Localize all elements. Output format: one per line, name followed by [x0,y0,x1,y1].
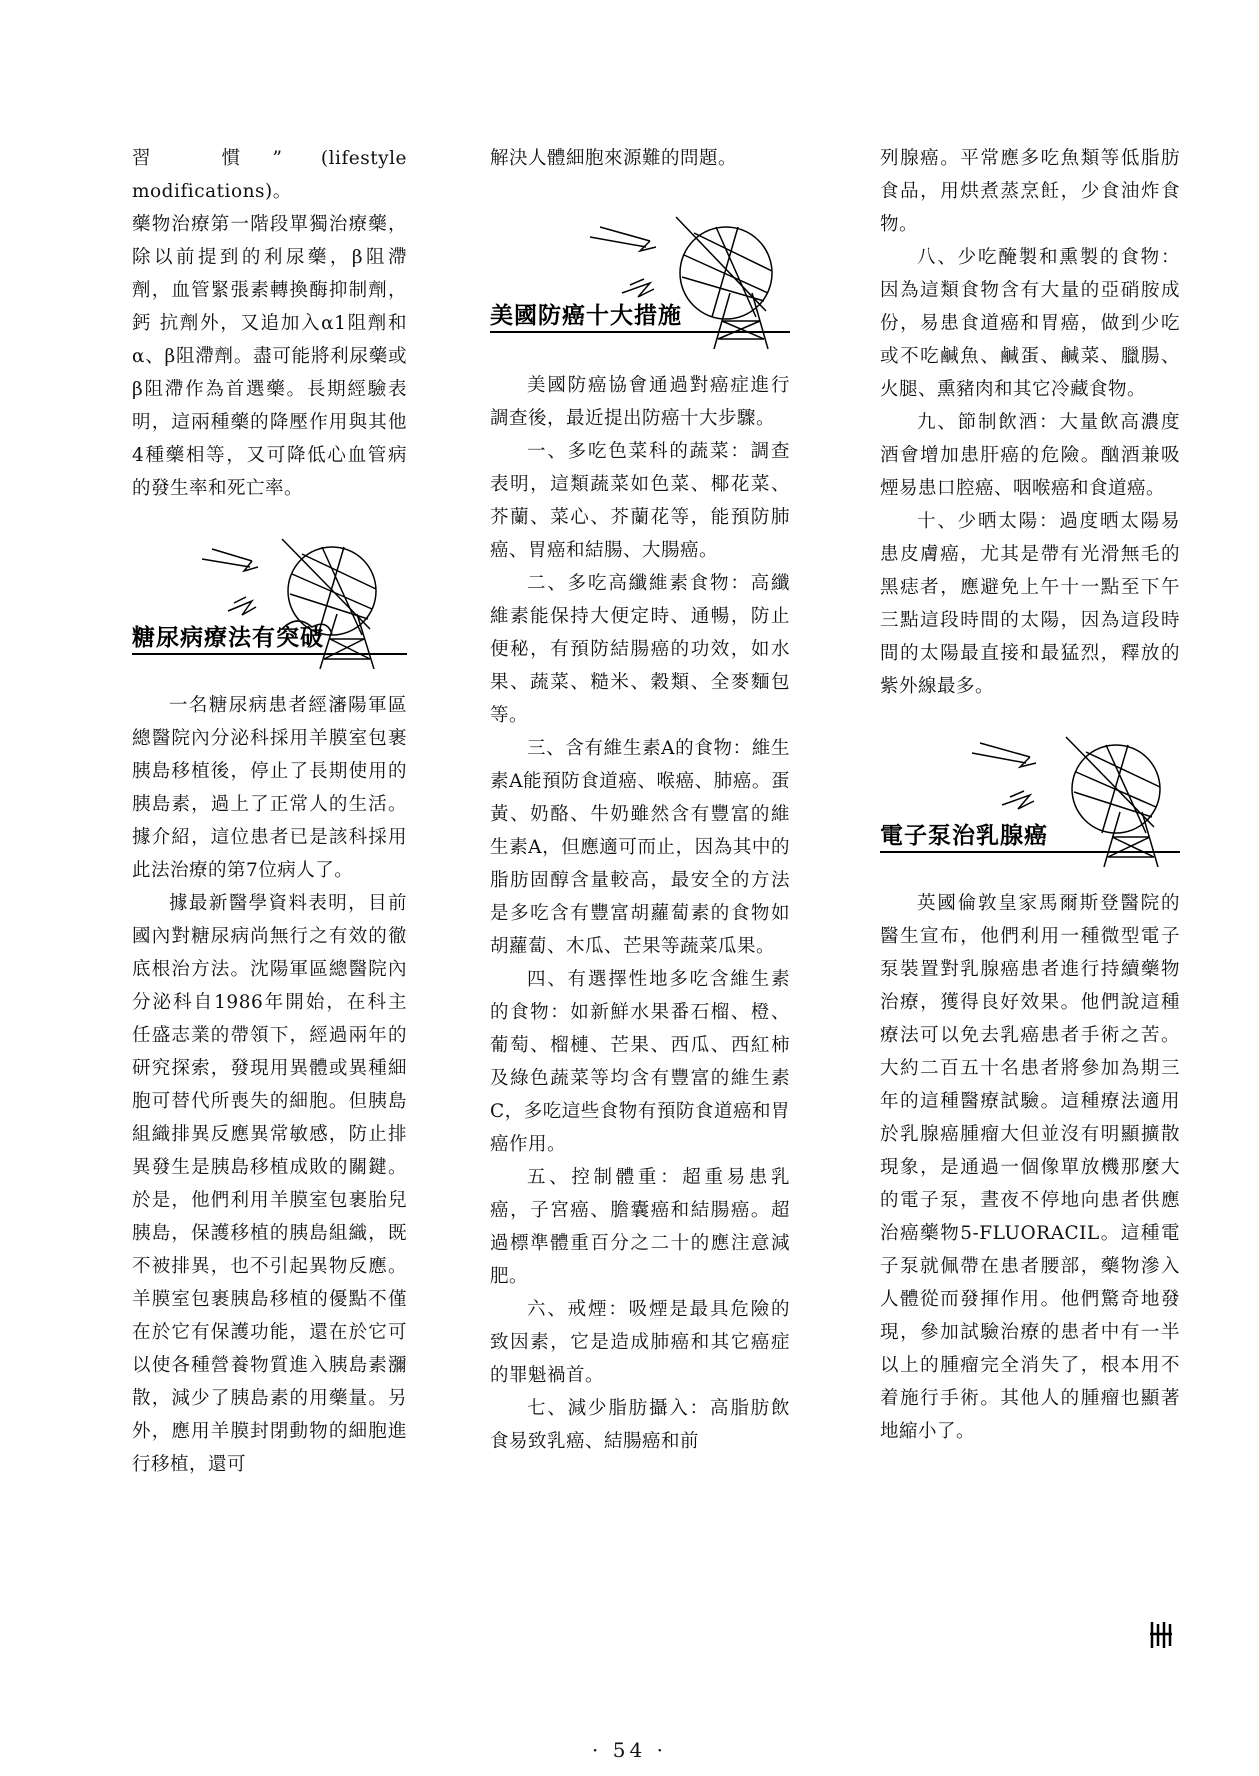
column-2 [490,142,790,1458]
paragraph: 七、減少脂肪攝入：高脂肪飲食易致乳癌、結腸癌和前 [490,1398,790,1452]
paragraph: 六、戒煙：吸煙是最具危險的致因素，它是造成肺癌和其它癌症的罪魁禍首。 [490,1299,790,1386]
divider [490,331,790,333]
divider [880,851,1180,853]
paragraph: 據最新醫學資料表明，目前國內對糖尿病尚無行之有效的徹底根治方法。沈陽軍區總醫院內分泌科自1986年開始，在科主任盛志業的帶領下，經過兩年的研究探索，發現用異體或異種細胞可替代所喪失的細胞。但胰島組織排異反應異常敏感，防止排異發生是胰島移植成敗的關鍵。於是，他們利用羊膜室包裹胎兒胰島，保護移植的胰島組織，既不被排異，也不引起異物反應。羊膜室包裹胰島移植的優點不僅在於它有保護功能，還在於它可以使各種營養物質進入胰島素瀰散，減少了胰島素的用藥量。另外，應用羊膜封閉動物的細胞進行移植，還可 [132,893,407,1475]
paragraph: 英國倫敦皇家馬爾斯登醫院的醫生宣布，他們利用一種微型電子泵裝置對乳腺癌患者進行持續藥物治療，獲得良好效果。他們說這種療法可以免去乳癌患者手術之苦。大約二百五十名患者將參加為期三年的這種醫療試驗。這種療法適用於乳腺癌腫瘤大但並沒有明顯擴散現象，是通過一個像單放機那麼大的電子泵，晝夜不停地向患者供應治癌藥物5-FLUORACIL。這種電子泵就佩帶在患者腰部，藥物滲入人體從而發揮作用。他們驚奇地發現，參加試驗治療的患者中有一半以上的腫瘤完全消失了，根本用不着施行手術。其他人的腫瘤也顯著地縮小了。 [880,893,1180,1442]
paragraph: 四、有選擇性地多吃含維生素的食物：如新鮮水果番石榴、橙、葡萄、榴槤、芒果、西瓜、西紅柿及綠色蔬菜等均含有豐富的維生素C，多吃這些食物有預防食道癌和胃癌作用。 [490,969,790,1155]
paragraph: 十、少晒太陽：過度晒太陽易患皮膚癌，尤其是帶有光滑無毛的黑痣者，應避免上午十一點至下午三點這段時間的太陽，因為這段時間的太陽最直接和最猛烈，釋放的紫外線最多。 [880,511,1180,697]
section-heading-breast-cancer [880,717,1180,867]
paragraph: 習 慣” (lifestyle modifications)。 [132,148,407,202]
column-3 [880,142,1180,1448]
section-heading-cancer-prevention [490,189,790,349]
section-title: 電子泵治乳腺癌 [880,823,1048,849]
paragraph: 八、少吃醃製和熏製的食物：因為這類食物含有大量的亞硝胺成份，易患食道癌和胃癌，做到少吃或不吃鹹魚、鹹蛋、鹹菜、臘腸、火腿、熏豬肉和其它冷藏食物。 [880,247,1180,400]
paragraph: 一名糖尿病患者經瀋陽軍區總醫院內分泌科採用羊膜室包裹胰島移植後，停止了長期使用的胰島素，過上了正常人的生活。據介紹，這位患者已是該科採用此法治療的第7位病人了。 [132,695,407,881]
paragraph: 一、多吃色菜科的蔬菜：調查表明，這類蔬菜如色菜、椰花菜、芥蘭、菜心、芥蘭花等，能預防肺癌、胃癌和結腸、大腸癌。 [490,441,790,561]
paragraph: 解決人體細胞來源難的問題。 [490,148,738,169]
paragraph: 二、多吃高纖維素食物：高纖維素能保持大便定時、通暢，防止便秘，有預防結腸癌的功效，如水果、蔬菜、糙米、穀類、全麥麵包等。 [490,573,790,726]
end-mark-icon [1148,1620,1172,1650]
section-title: 糖尿病療法有突破 [132,625,324,651]
section-title: 美國防癌十大措施 [490,303,682,329]
paragraph: 藥物治療第一階段單獨治療藥，除以前提到的利尿藥，β阻滯劑，血管緊張素轉換酶抑制劑，鈣 抗劑外，又追加入α1阻劑和α、β阻滯劑。盡可能將利尿藥或β阻滯作為首選藥。長期經驗表明，這兩種藥的降壓作用與其他4種藥相等，又可降低心血管病的發生率和死亡率。 [132,214,407,499]
column-1 [132,142,407,1481]
paragraph: 美國防癌協會通過對癌症進行調查後，最近提出防癌十大步驟。 [490,375,790,429]
page-number: · 54 · [592,1738,667,1762]
paragraph: 三、含有維生素A的食物：維生素A能預防食道癌、喉癌、肺癌。蛋黃、奶酪、牛奶雖然含有豐富的維生素A，但應適可而止，因為其中的脂肪固醇含量較高，最安全的方法是多吃含有豐富胡蘿蔔素的食物如胡蘿蔔、木瓜、芒果等蔬菜瓜果。 [490,738,790,957]
section-heading-diabetes [132,519,407,669]
paragraph: 列腺癌。平常應多吃魚類等低脂肪食品，用烘煮蒸烹飪，少食油炸食物。 [880,148,1180,235]
paragraph: 五、控制體重：超重易患乳癌，子宮癌、膽囊癌和結腸癌。超過標準體重百分之二十的應注意減肥。 [490,1167,790,1287]
paragraph: 九、節制飲酒：大量飲高濃度酒會增加患肝癌的危險。酗酒兼吸煙易患口腔癌、咽喉癌和食道癌。 [880,412,1180,499]
divider [132,653,407,655]
